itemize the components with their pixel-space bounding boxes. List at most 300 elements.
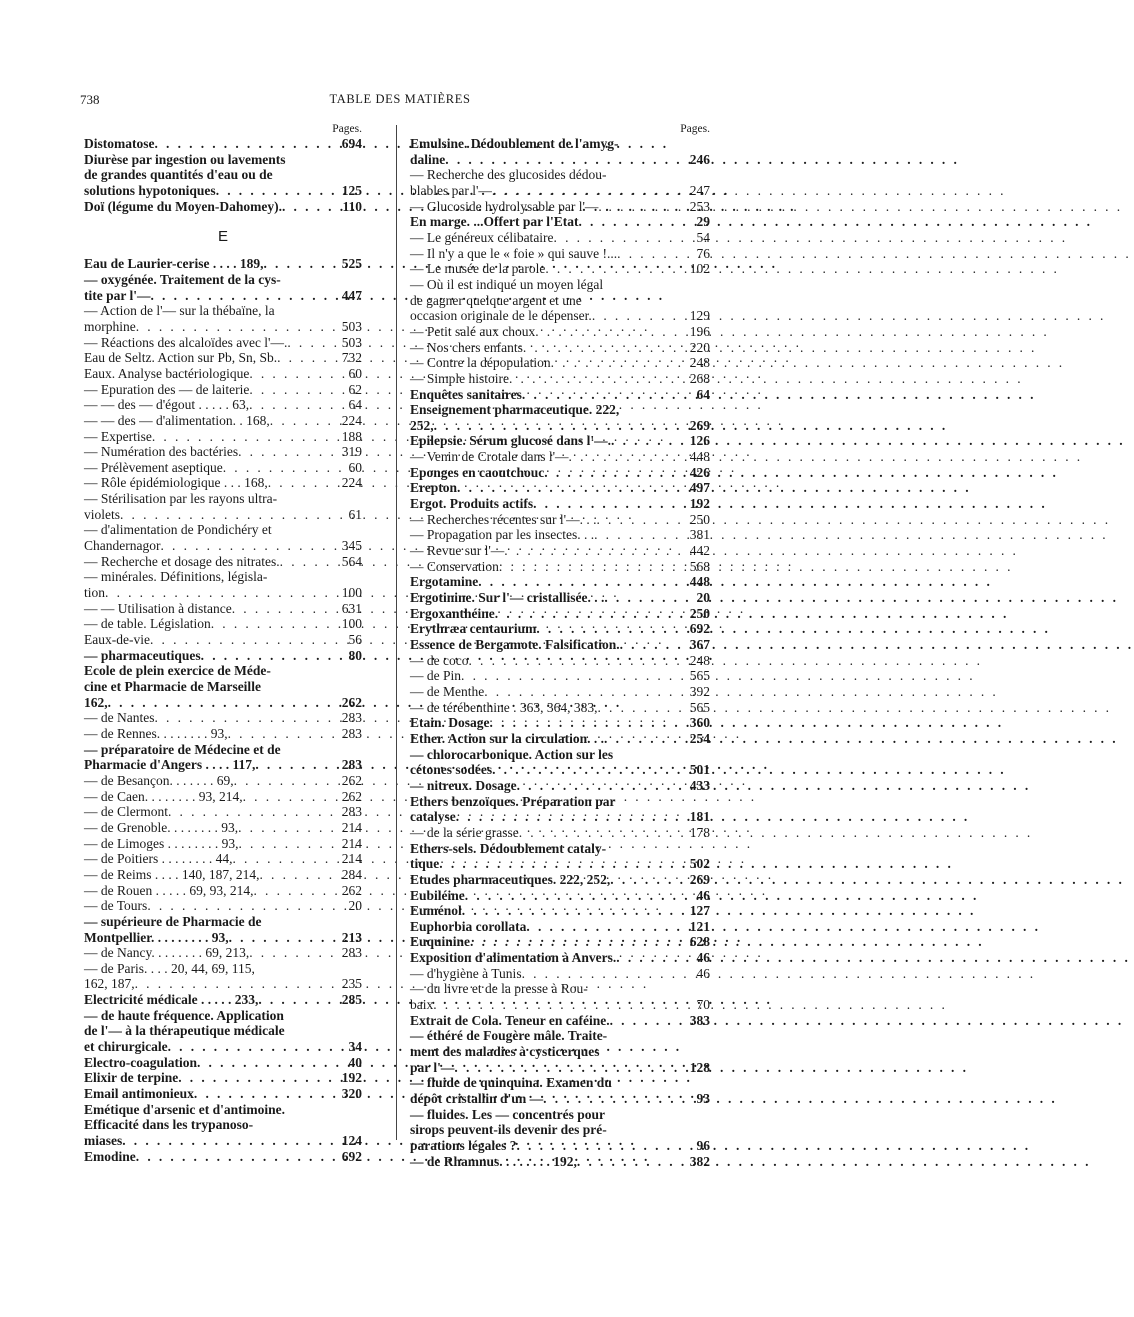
dot-leader [160,538,338,554]
index-entry [410,684,710,700]
entry-text: — fluide de quinquina. Examen du [410,1075,612,1091]
dot-leader [234,773,339,789]
entry-text: — chlorocarbonique. Action sur les [410,746,614,762]
entry-text: Eponges en caoutchouc [410,464,545,480]
entry-text: Extrait de Cola. Teneur en caféine. [410,1012,610,1028]
dot-leader [249,945,339,961]
entry-text: — d'alimentation de Pondichéry et [84,522,272,538]
dot-leader [609,199,687,215]
entry-text: ment des maladies à cysticerques [410,1044,600,1060]
index-entry [84,836,362,852]
dot-leader [445,152,686,168]
index-entry [410,465,710,481]
entry-text: Epilepsie. Sérum glucosé dans l'—. [410,433,612,449]
page-reference: 61 [348,506,362,522]
page-reference: 60 [348,459,362,475]
dot-leader [504,543,686,559]
page-reference: 64 [696,386,710,402]
page-reference: 64 [348,397,362,413]
entry-text: — Prélèvement aseptique [84,459,223,475]
entry-text: Eaux. Analyse bactériologique [84,365,250,381]
entry-text: — Contre la dépopulation [410,355,551,371]
page-reference: 248 [689,355,710,371]
dot-leader [522,966,694,982]
dot-leader [468,653,686,669]
page-reference: 692 [341,1148,362,1164]
dot-leader [243,789,339,805]
entry-text: — de table. Législation [84,616,211,632]
index-entry [410,778,710,794]
entry-text: par l'— [410,1059,455,1075]
entry-text: Ergoxanthéine [410,605,495,621]
index-entry [410,606,710,622]
dot-leader [260,867,339,883]
page-reference: 433 [689,777,710,793]
page-reference: 127 [689,903,710,919]
dot-leader [194,1086,339,1102]
entry-text: — Propagation par les insectes. . . [410,527,595,543]
entry-text: Efficacité dans les trypanoso- [84,1117,254,1133]
dot-leader [211,616,339,632]
dot-leader [517,778,687,794]
entry-text: — Conservation [410,558,499,574]
index-entry [410,371,710,387]
entry-text: 162, [84,694,108,710]
dot-leader [484,684,687,700]
dot-leader [517,1138,694,1154]
page-reference: 692 [689,621,710,637]
page-reference: 80 [348,647,362,663]
entry-text: tion [84,585,106,601]
index-entry [410,621,710,637]
index-entry [410,700,710,716]
entry-text: — — des — d'alimentation. . 168, [84,412,270,428]
dot-leader [201,648,346,664]
dot-leader [216,183,339,199]
index-entry [410,230,710,246]
entry-text: Doï (légume du Moyen-Dahomey). [84,198,282,214]
page-reference: 628 [689,934,710,950]
page-reference: 76 [696,245,710,261]
dot-leader [135,976,339,992]
index-entry [410,903,710,919]
page-reference: 247 [689,182,710,198]
entry-text: — Simple histoire [410,370,509,386]
page-reference: 565 [689,668,710,684]
dot-leader [238,820,339,836]
page-reference: 54 [696,229,710,245]
dot-leader [592,308,687,324]
index-entry [410,1107,710,1154]
dot-leader [456,809,687,825]
dot-leader [597,512,687,528]
dot-leader [535,324,687,340]
page-reference: 426 [689,464,710,480]
entry-text: Eubiléine [410,887,465,903]
index-entry [84,992,362,1008]
entry-text: — pharmaceutiques [84,647,201,663]
dot-leader [617,246,693,262]
dot-leader [434,418,687,434]
dot-leader [604,590,693,606]
page-reference: 360 [689,715,710,731]
page-reference: 392 [689,683,710,699]
dot-leader [509,371,687,387]
entry-text: baix [410,997,434,1013]
index-entry [84,632,362,648]
index-entry [84,601,362,617]
entry-text: — de Reims . . . . 140, 187, 214, [84,866,260,882]
page-reference: 121 [689,918,710,934]
index-entry [410,966,710,982]
page-reference: 382 [689,1153,710,1169]
index-entry [410,527,710,543]
page-reference: 253 [689,198,710,214]
dot-leader [526,919,686,935]
dot-leader [268,475,339,491]
entry-text: — — Utilisation à distance [84,600,232,616]
entry-text: — Stérilisation par les rayons ultra- [84,491,278,507]
entry-text: Essence de Bergamote. Falsification. [410,637,620,652]
entry-text: occasion originale de le dépenser. [410,308,592,324]
index-entry [410,340,710,356]
entry-text: — de haute fréquence. Application [84,1007,284,1023]
dot-leader [544,465,686,481]
index-entry [84,475,362,491]
entry-text: — Action de l'— sur la thébaïne, la [84,303,275,319]
entry-text: miases [84,1133,123,1149]
entry-text: — de térébenthine . 363, 364, 383, [410,699,598,715]
entry-text: — oxygénée. Traitement de la cys- [84,271,281,287]
entry-text: Electro-coagulation [84,1054,197,1070]
entry-text: Electricité médicale . . . . . 233, [84,992,259,1008]
page-reference: 96 [696,1138,710,1153]
index-entry [410,246,710,262]
entry-text: Emétique d'arsenic et d'antimoine. [84,1101,285,1117]
index-entry [84,382,362,398]
entry-text: cine et Pharmacie de Marseille [84,679,261,694]
running-title: TABLE DES MATIÈRES [329,92,471,106]
entry-text: — de Tours [84,898,148,914]
page-reference: 285 [341,992,362,1008]
page-reference: 320 [341,1086,362,1102]
entry-text: Emodine [84,1148,136,1164]
index-entry [84,1102,362,1149]
pages-label: Pages. [332,123,362,135]
entry-text: — de Nancy. . . . . . . . 69, 213, [84,945,250,961]
page-reference: 20 [696,590,710,606]
dot-leader [462,903,687,919]
entry-text: Distomatose [84,136,155,151]
dot-leader [168,804,339,820]
entry-text: — Expertise [84,428,152,444]
entry-text: — Le musée de la parole [410,261,546,277]
entry-text: Ergotamine [410,574,479,590]
dot-leader [277,350,339,366]
page-reference: 262 [341,694,362,710]
entry-text: et chirurgicale [84,1039,168,1055]
index-entry [84,1149,362,1165]
page-reference: 448 [689,574,710,590]
section-letter: E [217,228,228,246]
page-reference: 442 [689,543,710,559]
dot-leader [604,731,687,747]
index-entry [84,366,362,382]
entry-text: daline [410,151,446,167]
index-entry [410,512,710,528]
page-reference: 345 [341,538,362,554]
entry-text: — de Grenoble. . . . . . . . 93, [84,819,239,835]
page-reference: 246 [689,151,710,167]
entry-text: — d'hygiène à Tunis [410,965,522,981]
index-entry [84,898,362,914]
dot-leader [433,997,693,1013]
dot-leader [168,1039,346,1055]
index-entry [410,167,710,198]
index-entry [410,1154,710,1170]
dot-leader [105,585,339,601]
entry-text: — Il n'y a que le « foie » qui sauve !... [410,245,618,261]
index-entry [410,449,710,465]
entry-text: Euménol [410,903,462,919]
entry-text: — éthéré de Fougère mâle. Traite- [410,1028,608,1044]
page-reference: 262 [341,788,362,804]
index-entry [84,460,362,476]
page-reference: 568 [689,558,710,574]
index-entry [84,710,362,726]
entry-text: Emulsine. Dédoublement de l'amyg- [410,136,619,151]
entry-text: Ecole de plein exercice de Méde- [84,663,271,679]
page-reference: 501 [689,762,710,778]
index-entry [410,277,710,324]
page-reference: 268 [689,370,710,386]
page-reference: 29 [696,214,710,230]
dot-leader [270,413,339,429]
index-entry [410,950,710,966]
page-reference: 250 [689,511,710,527]
entry-text: — Recherche des glucosides dédou- [410,167,607,183]
entry-text: Pharmacie d'Angers . . . . 117, [84,757,256,773]
entry-text: Ether. Action sur la circulation. . . [410,730,605,746]
entry-text: Eau de Laurier-cerise . . . . 189, [84,256,264,272]
entry-text: Enseignement pharmaceutique. 222, [410,402,620,418]
index-entry [84,335,362,351]
page-reference: 367 [689,637,710,652]
index-entry [84,648,362,664]
page-reference: 181 [689,809,710,825]
entry-text: tite par l'— [84,287,151,303]
dot-leader [152,429,339,445]
dot-leader [543,1091,693,1107]
index-entry [410,387,710,403]
index-entry [410,653,710,669]
index-entry [410,1013,710,1029]
index-entry [410,841,710,872]
dot-leader [122,1133,339,1149]
dot-leader [249,397,345,413]
entry-text: — fluides. Les — concentrés pour [410,1106,605,1122]
entry-text: — Petit salé aux choux [410,323,536,339]
index-entry [84,152,362,199]
entry-text: Ethers-sels. Dédoublement cataly- [410,840,607,856]
entry-text: — Nos chers enfants [410,339,523,355]
dot-leader [597,700,686,716]
entry-text: — Glucoside hydrolysable par l'—. . [410,198,609,214]
entry-text: — de Rennes. . . . . . . . 93, [84,725,228,741]
index-entry [84,272,362,303]
page-reference: 220 [689,339,710,355]
column-divider [396,125,397,1140]
entry-text: Ergotinine. Sur l'— cristallisée. . . [410,590,605,606]
dot-leader [249,382,345,398]
page-reference: 564 [341,553,362,569]
index-entry [410,261,710,277]
index-entry [410,1028,710,1075]
index-entry [84,883,362,899]
page-reference: 102 [689,261,710,277]
index-entry [84,554,362,570]
page-reference: 188 [341,428,362,444]
dot-leader [610,872,686,888]
page-reference: 283 [341,757,362,773]
index-entry [410,872,710,888]
page-reference: 448 [689,449,710,465]
dot-leader [120,507,346,523]
page-reference: 319 [341,444,362,460]
index-entry [410,543,710,559]
dot-leader [147,898,345,914]
entry-text: — du livre et de la presse à Rou- [410,981,588,997]
dot-leader [282,199,340,215]
dot-leader [155,136,339,152]
dot-leader [229,930,339,946]
index-entry [410,574,710,590]
entry-text: cétones sodées [410,762,493,778]
page-reference: 46 [696,965,710,981]
left-column [84,122,362,1164]
index-entry [410,637,710,653]
index-entry [84,804,362,820]
dot-leader [495,606,687,622]
entry-text: — de la série grasse [410,824,519,840]
entry-text: — — des — d'égout . . . . . 63, [84,397,250,413]
index-entry [84,397,362,413]
dot-leader [454,1060,686,1076]
page-reference: 40 [348,1054,362,1070]
page-reference: 110 [342,198,362,214]
entry-text: — minérales. Définitions, législa- [84,569,268,585]
dot-leader [228,726,339,742]
page-reference: 56 [348,632,362,648]
page-reference: 497 [689,480,710,496]
entry-text: morphine [84,318,136,334]
entry-text: dépôt cristallin d'un — [410,1091,544,1107]
dot-leader [232,601,339,617]
page-reference: 262 [341,772,362,788]
index-entry [410,934,710,950]
index-entry [410,1075,710,1106]
index-entry [84,945,362,961]
page-reference: 732 [341,350,362,366]
index-entry [410,731,710,747]
dot-leader [478,574,687,590]
page-reference: 125 [341,182,362,198]
entry-text: sirops peuvent-ils devenir des pré- [410,1122,607,1138]
entry-text: 252, [410,417,434,433]
entry-text: — de Menthe [410,683,485,699]
dot-leader [611,433,687,449]
page-reference: 214 [341,851,362,867]
page-reference: 503 [341,334,362,350]
dot-leader [254,883,339,899]
index-entry [84,444,362,460]
dot-leader [554,230,694,246]
dot-leader [154,710,338,726]
dot-leader [551,355,687,371]
entry-text: Elixir de terpine [84,1070,179,1086]
page-reference: 262 [341,882,362,898]
entry-text: Diurèse par ingestion ou lavements [84,151,286,167]
index-entry [410,480,710,496]
page-reference: 196 [689,323,710,339]
entry-text: de l'— à la thérapeutique médicale [84,1023,285,1039]
entry-text: — Réactions des alcaloïdes avec l'—. [84,334,288,350]
page-reference: 283 [341,945,362,961]
entry-text: Chandernagor [84,538,161,554]
entry-text: — de Nantes [84,710,155,726]
page-reference: 93 [696,1091,710,1107]
page-reference: 126 [689,433,710,449]
entry-text: Etudes pharmaceutiques. 222, 252, [410,871,611,887]
entry-text: Ergot. Produits actifs [410,496,534,512]
index-entry [84,491,362,522]
page-reference: 214 [341,819,362,835]
page-reference: 631 [341,600,362,616]
dot-leader [499,559,687,575]
page-reference: 124 [341,1133,362,1149]
index-entry [84,961,362,992]
page-reference: 502 [689,856,710,872]
page-reference: 178 [689,824,710,840]
dot-leader [239,836,339,852]
entry-text: de gagner quelque argent et une [410,292,582,308]
page-reference: 46 [696,887,710,903]
dot-leader [151,288,339,304]
page-reference: 269 [689,871,710,887]
dot-leader [533,496,687,512]
entry-text: Erythræa centaurium [410,621,537,637]
entry-text: En marge. ...Offert par l'Etat [410,214,579,230]
page-reference: 269 [689,417,710,433]
index-entry [84,914,362,945]
entry-text: — de Limoges . . . . . . . . 93, [84,835,239,851]
dot-leader [465,888,694,904]
page-reference: 525 [341,256,362,272]
index-entry [84,851,362,867]
page-reference: 60 [348,365,362,381]
entry-text: Ethers benzoïques. Préparation par [410,793,616,809]
entry-text: — de Paris. . . . 20, 44, 69, 115, [84,960,255,976]
page-reference: 250 [689,605,710,621]
entry-text: violets [84,506,120,522]
index-entry [410,825,710,841]
page-reference: 447 [341,287,362,303]
entry-text: Erepton [410,480,458,496]
index-entry [410,199,710,215]
entry-text: — de coco [410,652,469,668]
dot-leader [136,319,339,335]
entry-text: — Où il est indiqué un moyen légal [410,276,604,292]
